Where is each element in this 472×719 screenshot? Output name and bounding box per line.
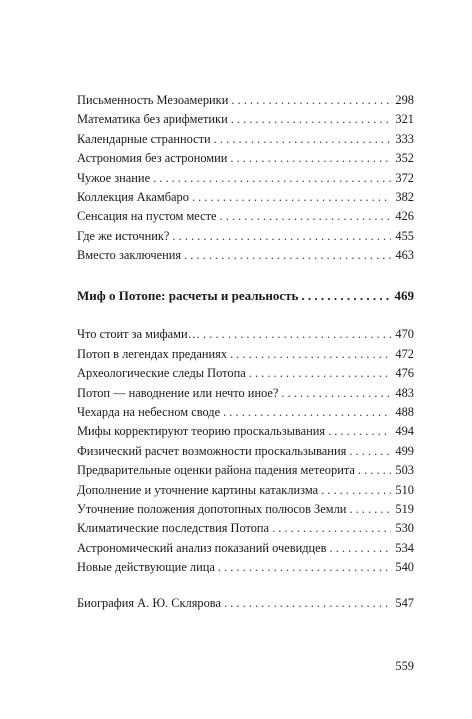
- toc-entry-title: Календарные странности: [77, 131, 211, 146]
- toc-entry-page: 510: [395, 482, 414, 497]
- toc-entry: [77, 188, 414, 207]
- leader-dots: [230, 149, 391, 168]
- toc-entry-page: 547: [395, 596, 414, 610]
- toc-entry: [77, 384, 414, 403]
- leader-dots: [330, 539, 391, 558]
- toc-entry-title: Чехарда на небесном своде: [77, 404, 221, 419]
- toc-entry: [77, 594, 414, 613]
- leader-dots: [349, 500, 391, 519]
- leader-dots: [358, 461, 391, 480]
- toc-entry: [77, 461, 414, 480]
- toc-entry-page: 470: [395, 327, 414, 342]
- toc-entry-title: Уточнение положения допотопных полюсов Земли: [77, 501, 347, 516]
- toc-entry: [77, 325, 414, 344]
- leader-dots: [231, 110, 391, 129]
- leader-dots: [224, 594, 391, 613]
- page-number: 559: [395, 659, 414, 673]
- toc-entry-page: 499: [395, 443, 414, 458]
- toc-entry-title: Где же источник?: [77, 228, 170, 243]
- toc-entry: [77, 364, 414, 383]
- toc-entry-page: 519: [395, 501, 414, 516]
- toc-entry-page: 333: [395, 131, 414, 146]
- toc-group-1: [77, 91, 414, 266]
- leader-dots: [249, 364, 391, 383]
- toc-entry-title: Письменность Мезоамерики: [77, 93, 229, 107]
- toc-entry-page: 494: [395, 424, 414, 439]
- toc-section: [77, 286, 414, 577]
- toc-entry-title: Астрономический анализ показаний очевидцев: [77, 540, 327, 555]
- toc-entry: [77, 345, 414, 364]
- toc-entry-title: Мифы корректируют теорию проскальзывания: [77, 424, 326, 439]
- toc-entry-title: Коллекция Акамбаро: [77, 189, 189, 204]
- leader-dots: [230, 345, 391, 364]
- leader-dots: [218, 558, 391, 577]
- toc-entry-page: 472: [395, 346, 414, 361]
- leader-dots: [153, 169, 391, 188]
- toc-entry: [77, 500, 414, 519]
- toc-entry-title: Сенсация на пустом месте: [77, 209, 217, 224]
- leader-dots: [321, 481, 391, 500]
- leader-dots: [349, 442, 391, 461]
- section-gap: [77, 305, 414, 325]
- toc-entry: [77, 558, 414, 577]
- toc-bio: [77, 594, 414, 613]
- leader-dots: [328, 422, 391, 441]
- toc-entry-title: Климатические последствия Потопа: [77, 521, 270, 536]
- toc-entry-title: Дополнение и уточнение картины катаклизма: [77, 482, 319, 497]
- leader-dots: [203, 325, 391, 344]
- toc-entry-page: 483: [395, 385, 414, 400]
- toc-entry-title: Потоп — наводнение или нечто иное?: [77, 385, 279, 400]
- toc-entry-title: Математика без арифметики: [77, 112, 228, 127]
- toc-entry-page: 298: [395, 93, 414, 107]
- toc-entry: [77, 481, 414, 500]
- toc-entry: [77, 169, 414, 188]
- leader-dots: [184, 246, 391, 265]
- toc-entry: [77, 442, 414, 461]
- section-title: Миф о Потопе: расчеты и реальность: [77, 288, 299, 303]
- toc-entry-title: Новые действующие лица: [77, 560, 215, 575]
- toc-entry-page: 321: [395, 112, 414, 127]
- section-heading: [77, 286, 414, 305]
- toc-entry-page: 540: [395, 560, 414, 575]
- toc-entry-page: 534: [395, 540, 414, 555]
- leader-dots: [231, 91, 391, 110]
- toc-entry: [77, 519, 414, 538]
- toc-entry-title: Вместо заключения: [77, 248, 182, 263]
- toc-entry: [77, 539, 414, 558]
- leader-dots: [192, 188, 391, 207]
- leader-dots: [281, 384, 391, 403]
- toc-entry: [77, 246, 414, 265]
- toc-entry-title: Потоп в легендах преданиях: [77, 346, 228, 361]
- leader-dots: [214, 130, 391, 149]
- toc-entry-title: Предварительные оценки района падения метеорита: [77, 463, 355, 478]
- toc-entry-title: Чужое знание: [77, 170, 151, 185]
- toc-entry-page: 503: [395, 463, 414, 478]
- toc-entry-page: 455: [395, 228, 414, 243]
- leader-dots: [220, 207, 391, 226]
- toc-entry: [77, 207, 414, 226]
- toc-entry-title: Что стоит за мифами…: [77, 327, 201, 342]
- leader-dots: [301, 286, 391, 305]
- leader-dots: [272, 519, 391, 538]
- toc-entry-page: 476: [395, 366, 414, 381]
- section-page: 469: [394, 288, 414, 303]
- leader-dots: [172, 227, 391, 246]
- toc-entry-title: Астрономия без астрономии: [77, 151, 228, 166]
- leader-dots: [223, 403, 391, 422]
- toc-entry-page: 382: [395, 189, 414, 204]
- toc-entry: [77, 110, 414, 129]
- toc-entry-page: 463: [395, 248, 414, 263]
- toc-entry-title: Археологические следы Потопа: [77, 366, 246, 381]
- toc-entry-page: 488: [395, 404, 414, 419]
- toc-entry: [77, 422, 414, 441]
- toc-entry: [77, 130, 414, 149]
- toc-entry: [77, 227, 414, 246]
- toc-entry: [77, 403, 414, 422]
- toc-entry: [77, 149, 414, 168]
- toc-entry-page: 426: [395, 209, 414, 224]
- toc-entry: [77, 91, 414, 110]
- toc-entry-page: 352: [395, 151, 414, 166]
- toc-entry-page: 530: [395, 521, 414, 536]
- toc-entry-title: Физический расчет возможности проскальзывания: [77, 443, 347, 458]
- toc-entry-title: Биография А. Ю. Склярова: [77, 596, 221, 610]
- toc-entry-page: 372: [395, 170, 414, 185]
